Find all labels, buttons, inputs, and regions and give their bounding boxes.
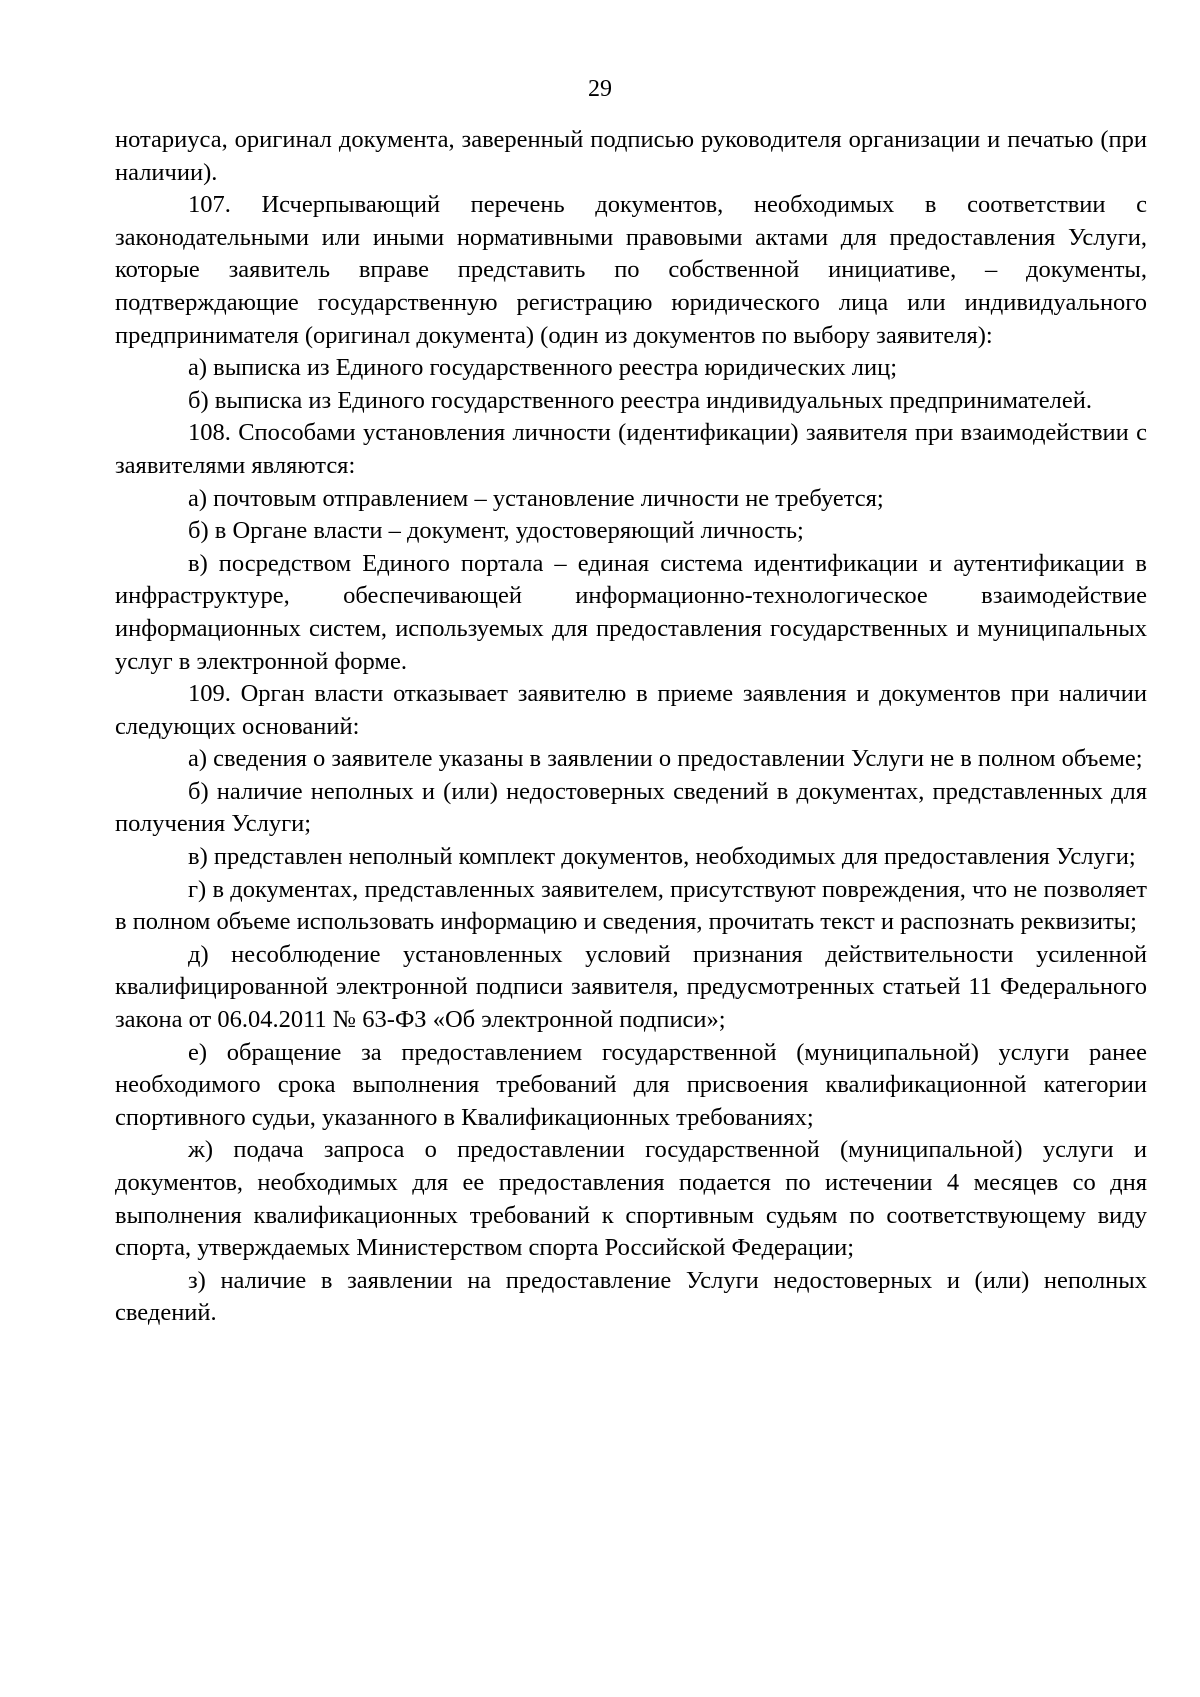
paragraph: 107. Исчерпывающий перечень документов, необходимых в соответствии с законодательными или иными нормативными правовыми актами для предоставления Услуги, которые заявитель вправе представить по собственной инициативе, – документы, подтверждающие государственную регистрацию юридического лица или индивидуального предпринимателя (оригинал документа) (один из документов по выбору заявителя): [115,191,1147,349]
paragraph: а) сведения о заявителе указаны в заявлении о предоставлении Услуги не в полном объеме; [188,745,1143,773]
paragraph: нотариуса, оригинал документа, заверенный подписью руководителя организации и печатью (при наличии). [115,126,1147,186]
paragraph: в) представлен неполный комплект документов, необходимых для предоставления Услуги; [188,843,1136,871]
paragraph: д) несоблюдение установленных условий признания действительности усиленной квалифицированной электронной подписи заявителя, предусмотренных статьей 11 Федерального закона от 06.04.2011 № 63-ФЗ «Об электронной подписи»; [115,940,1147,1034]
paragraph: б) наличие неполных и (или) недостоверных сведений в документах, представленных для получения Услуги; [115,777,1147,838]
paragraph: е) обращение за предоставлением государственной (муниципальной) услуги ранее необходимого срока выполнения требований для присвоения квалификационной категории спортивного судьи, указанного в Квалификационных требованиях; [115,1038,1147,1131]
paragraph: з) наличие в заявлении на предоставление Услуги недостоверных и (или) неполных сведений. [115,1266,1147,1327]
paragraph: 108. Способами установления личности (идентификации) заявителя при взаимодействии с заявителями являются: [115,419,1147,479]
paragraph: б) в Органе власти – документ, удостоверяющий личность; [188,517,804,545]
paragraph: б) выписка из Единого государственного реестра индивидуальных предпринимателей. [188,386,1092,414]
document-body [115,124,1147,1330]
paragraph: 109. Орган власти отказывает заявителю в приеме заявления и документов при наличии следующих оснований: [115,680,1147,740]
paragraph: а) выписка из Единого государственного реестра юридических лиц; [188,354,898,382]
paragraph: ж) подача запроса о предоставлении государственной (муниципальной) услуги и документов, необходимых для ее предоставления подается по истечении 4 месяцев со дня выполнения квалификационных требований к спортивным судьям по соответствующему виду спорта, утверждаемых Министерством спорта Российской Федерации; [115,1136,1147,1262]
paragraph: в) посредством Единого портала – единая система идентификации и аутентификации в инфраструктуре, обеспечивающей информационно-технологическое взаимодействие информационных систем, используемых для предоставления государственных и муниципальных услуг в электронной форме. [115,549,1147,675]
paragraph: а) почтовым отправлением – установление личности не требуется; [188,484,884,512]
page-number: 29 [588,76,612,102]
paragraph: г) в документах, представленных заявителем, присутствуют повреждения, что не позволяет в полном объеме использовать информацию и сведения, прочитать текст и распознать реквизиты; [115,875,1147,936]
